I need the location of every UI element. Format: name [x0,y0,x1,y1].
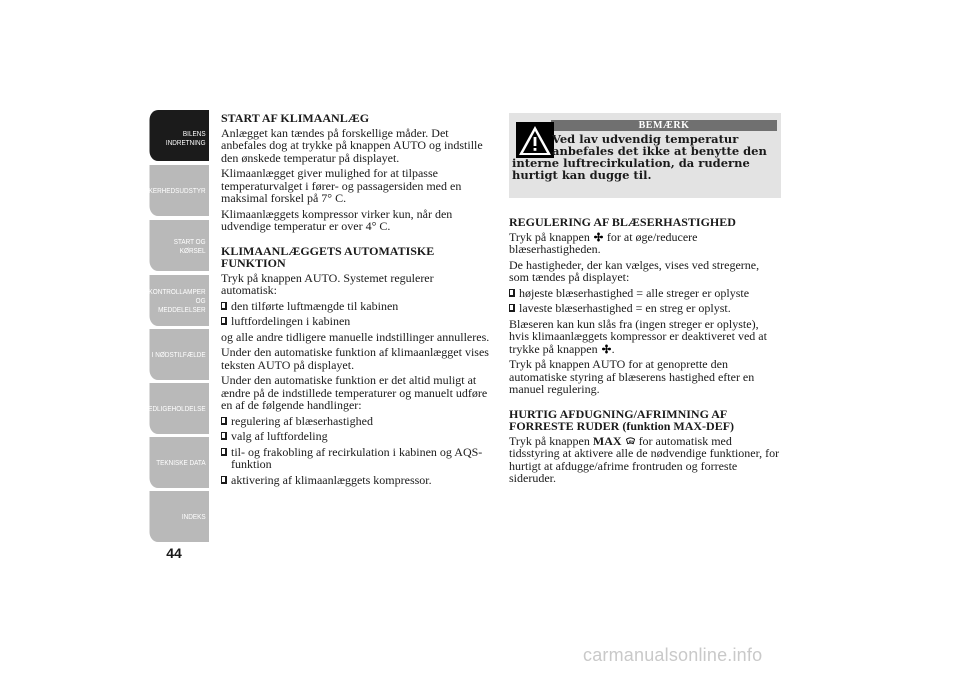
bullet-item: den tilførte luftmængde til kabinen [221,300,492,313]
watermark-text: carmanualsonline.info [583,645,763,665]
paragraph: Tryk på knappen AUTO for at genoprette den automatiske styring af blæserens hastighed efter en manuel regulering. [509,357,755,396]
paragraph: Anlægget kan tændes på forskellige måder. Det anbefales dog at trykke på knappen AUTO og indstille den ønskede temperatur på displayet. [221,125,483,165]
right-column [509,216,781,488]
bullet-item: aktivering af klimaanlæggets kompressor. [221,474,492,487]
paragraph: De hastigheder, der kan vælges, vises ved stregerne, som tændes på displayet: [509,257,760,284]
bullet-item: luftfordelingen i kabinen [221,315,492,328]
tab-kontrollamper[interactable]: KONTROLLAMPER OG MEDDELELSER [150,275,210,326]
tab-i-nodstilfaelde[interactable]: I NØDSTILFÆLDE [150,329,210,380]
paragraph: Tryk på knappen for at øge/reducere blæserhastigheden. [509,229,698,256]
paragraph: Blæseren kan kun slås fra (ingen streger er oplyste), hvis klimaanlæggets kompressor er deaktiveret ved at trykke på knappen . [509,316,767,356]
fan-icon [594,232,603,242]
left-column [221,112,492,489]
bullet-item: til- og frakobling af recirkulation i kabinen og AQS-funktion [221,446,492,471]
paragraph: Under den automatiske funktion er det altid muligt at ændre på de indstillede temperaturer og manuelt udføre en af de følgende handlinger: [221,373,488,412]
paragraph: og alle andre tidligere manuelle indstillinger annulleres. [221,329,490,344]
page-number: 44 [166,545,182,561]
section-heading: KLIMAANLÆGGETS AUTOMATISKE FUNKTION [221,243,435,270]
bullet-item: højeste blæserhastighed = alle streger er oplyste [509,287,781,300]
section-heading: HURTIG AFDUGNING/AFRIMNING AF FORRESTE RUDER (funktion MAX-DEF) [509,406,735,433]
paragraph: Klimaanlæggets kompressor virker kun, når den udvendige temperatur er over 4° C. [221,206,453,233]
bullet-item: laveste blæserhastighed = en streg er oplyst. [509,302,781,315]
tab-vedligeholdelse[interactable]: VEDLIGEHOLDELSE [150,383,210,434]
tab-tekniske-data[interactable]: TEKNISKE DATA [150,437,210,488]
bullet-item: valg af luftfordeling [221,430,492,443]
tab-indeks[interactable]: INDEKS [150,491,210,542]
tab-start-og-korsel[interactable]: START OG KØRSEL [150,220,210,271]
tab-sikkerhedsudstyr[interactable]: SIKKERHEDSUDSTYR [150,165,210,216]
note-header: BEMÆRK [551,120,777,131]
tab-bilens-indretning[interactable]: BILENS INDRETNING [150,110,210,161]
defrost-icon [626,436,635,446]
paragraph: Tryk på knappen MAX for automatisk med tidsstyring at aktivere alle de nødvendige funktioner, for hurtigt at afdugge/afrime frontruden og forreste sideruder. [509,433,780,485]
note-text: Ved lav udvendig temperatur anbefales det ikke at benytte den interne luftrecirkulation, da ruderne hurtigt kan dugge til. [512,132,767,182]
paragraph: Tryk på knappen AUTO. Systemet regulerer automatisk: [221,270,434,297]
paragraph: Klimaanlægget giver mulighed for at tilpasse temperaturvalget i fører- og passagersiden med en maksimal forskel på 7° C. [221,166,462,205]
section-heading: REGULERING AF BLÆSERHASTIGHED [509,215,736,229]
chapter-sidebar [139,110,209,540]
bullet-item: regulering af blæserhastighed [221,415,492,428]
paragraph: Under den automatiske funktion af klimaanlægget vises teksten AUTO på displayet. [221,345,489,372]
section-heading: START AF KLIMAANLÆG [221,111,370,125]
note-box [509,113,781,198]
fan-icon [602,344,611,354]
